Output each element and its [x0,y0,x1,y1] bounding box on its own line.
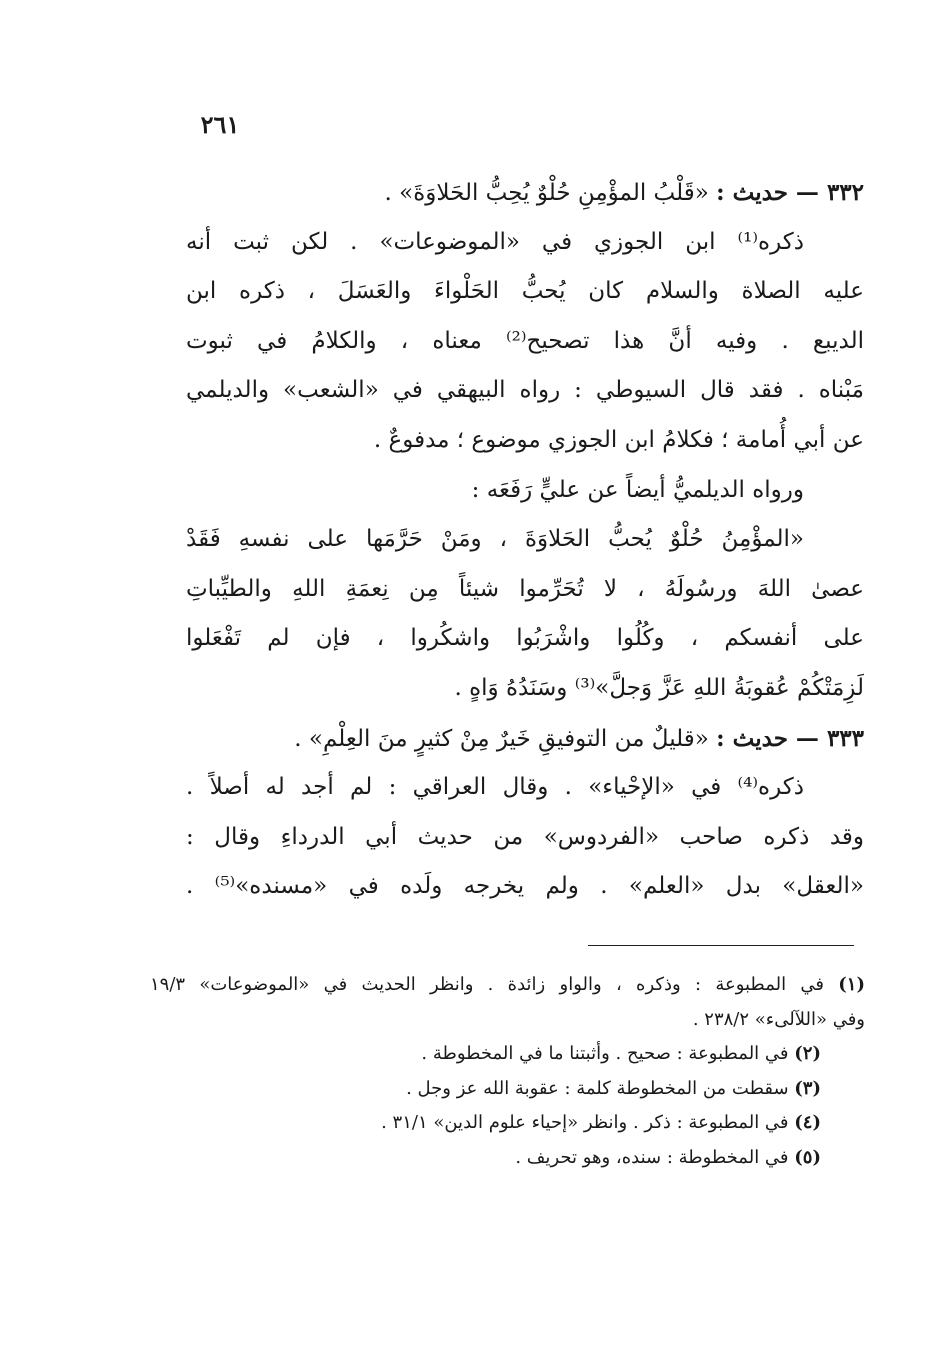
hadith-quote: «قَلْبُ المؤْمِنِ حُلْوٌ يُحِبُّ الحَلاوَةَ» . [384,180,709,206]
paragraph-line: وقد ذكره صاحب «الفردوس» من حديث أبي الدرداءِ وقال : [186,823,864,850]
footnote-text: في المخطوطة : سنده، وهو تحريف . [515,1146,789,1168]
footnote-number: (٢) [794,1043,821,1064]
paragraph-line: مَبْناه . فقد قال السيوطي : رواه البيهقي في «الشعب» والديلمي [186,377,864,404]
footnote-text: في المطبوعة : صحيح . وأثبتنا ما في المخطوطة . [421,1043,789,1064]
paragraph-line: على أنفسكم ، وكُلُوا واشْرَبُوا واشكُروا ، فإن لم تَفْعَلوا [186,625,864,652]
footnote-text: وفي «اللآلىء» ٢٣٨/٢ . [692,1008,865,1030]
footnote-text: سقطت من المخطوطة كلمة : عقوبة الله عز وجل . [406,1077,789,1099]
entry-number-heading: ٣٣٢ — حديث : [716,179,864,206]
paragraph-line: ذكره⁽¹⁾ ابن الجوزي في «الموضوعات» . لكن ثبت أنه [186,228,804,255]
paragraph-line: ورواه الديلميُّ أيضاً عن عليٍّ رَفَعَه : [471,476,804,503]
entry-number-heading: ٣٣٣ — حديث : [716,724,864,752]
main-text [186,168,864,912]
footnote-item [150,1141,865,1176]
paragraph-line: عليه الصلاة والسلام كان يُحبُّ الحَلْواءَ والعَسَلَ ، ذكره ابن [186,278,864,305]
paragraph-line: «العقل» بدل «العلم» . ولم يخرجه ولَده في «مسنده»⁽⁵⁾ . [186,873,864,900]
paragraph-line: «المؤْمِنُ حُلْوٌ يُحبُّ الحَلاوَةَ ، ومَنْ حَرَّمَها على نفسهِ فَقَدْ [186,526,804,553]
footnote-text: في المطبوعة : وذكره ، والواو زائدة . وانظر الحديث في «الموضوعات» ١٩/٣ [150,974,824,995]
footnote-number: (١) [838,974,865,995]
footnote-item [150,1072,865,1107]
footnote-divider [588,945,854,946]
footnote-item [150,1037,865,1072]
footnote-number: (٣) [794,1077,821,1099]
page-number: ٢٦١ [200,110,240,139]
paragraph-line: لَزِمَتْكُمْ عُقوبَةُ اللهِ عَزَّ وَجلَّ»⁽³⁾ وسَنَدُهُ وَاهٍ . [454,674,864,701]
paragraph-line: عن أبي أُمامة ؛ فكلامُ ابن الجوزي موضوع ؛ مدفوعٌ . [373,426,864,453]
footnotes [150,968,865,1175]
footnote-item [150,1106,865,1141]
footnote-number: (٥) [794,1146,821,1168]
paragraph-line: ذكره⁽⁴⁾ في «الإحْياء» . وقال العراقي : لم أجد له أصلاً . [186,774,804,801]
footnote-continuation [150,1003,865,1038]
footnote-text: في المطبوعة : ذكر . وانظر «إحياء علوم الدين» ٣١/١ . [381,1112,789,1133]
footnote-item [150,968,865,1003]
hadith-quote: «قليلٌ من التوفيقِ خَيرٌ مِنْ كثيرٍ منَ العِلْمِ» . [294,725,709,752]
entry-heading-line [186,168,864,218]
footnote-number: (٤) [794,1112,821,1133]
paragraph-line: عصىٰ اللهَ ورسُولَهُ ، لا تُحَرِّموا شيئاً مِن نِعمَةِ اللهِ والطيِّباتِ [186,575,864,602]
paragraph-line: الديبع . وفيه أنَّ هذا تصحيح⁽²⁾ معناه ، والكلامُ في ثبوت [186,327,864,354]
entry-heading-line [186,714,864,764]
